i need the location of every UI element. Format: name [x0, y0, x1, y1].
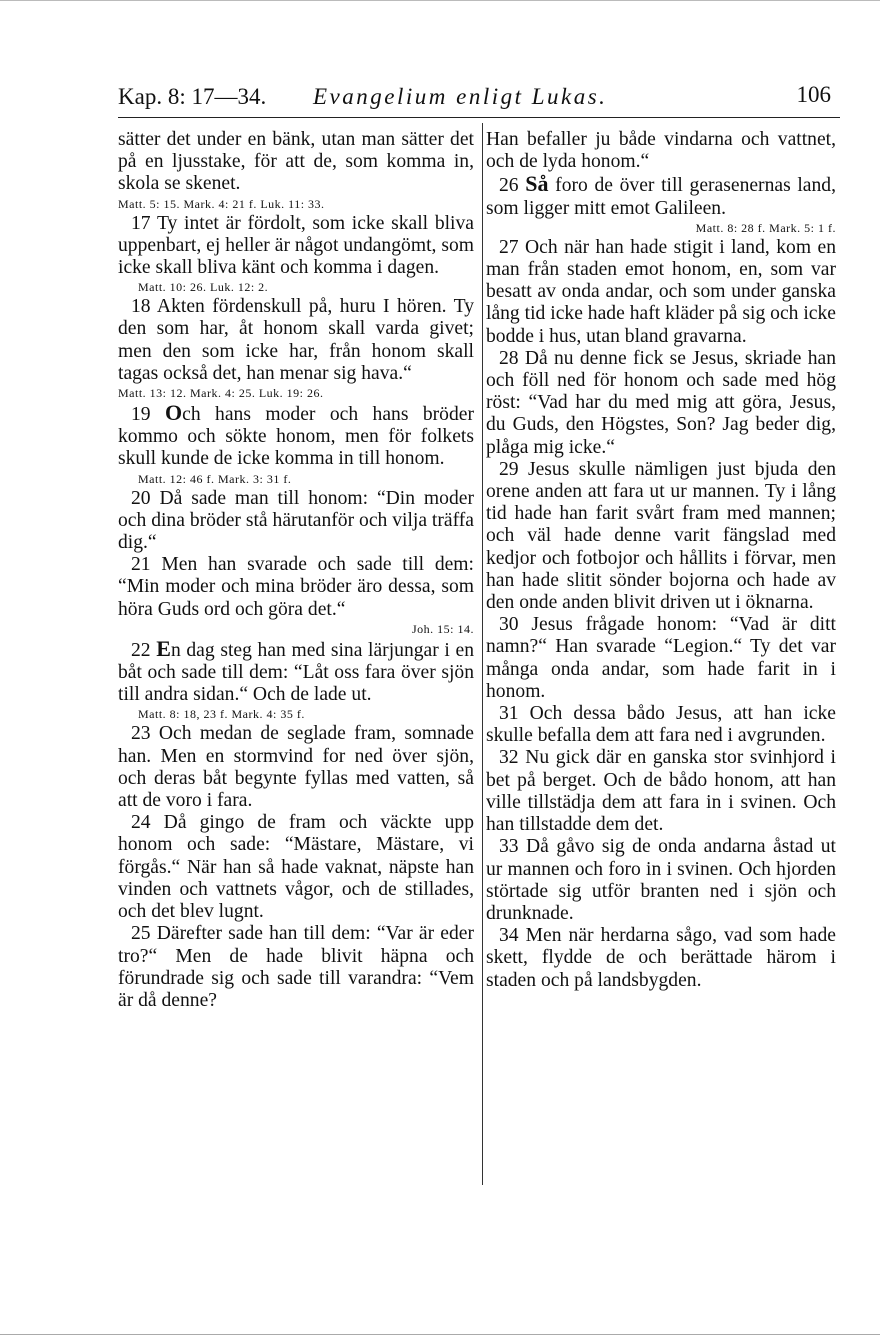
- verse-27: 27 Och när han hade stigit i land, kom en man från staden emot honom, en, som var besatt av onda andar, och som under ganska lång tid icke hade haft kläder på sig och icke bodde i hus, utan bland gravarna.: [486, 236, 836, 347]
- verse-22: [118, 635, 474, 707]
- column-divider: [482, 123, 483, 1185]
- verse-24: 24 Då gingo de fram och väckte upp honom och sade: “Mästare, Mästare, vi förgås.“ När han så hade vaknat, näpste han vinden och vattnets vågor, och de stillades, och det blev lugnt.: [118, 812, 474, 923]
- verse-19: [118, 402, 474, 471]
- verse-32: 32 Nu gick där en ganska stor svinhjord i bet på berget. Och de bådo honom, att han ville tillstädja dem att fara in i svinen. Och han tillstadde dem det.: [486, 747, 836, 836]
- verse-number: 19: [131, 404, 166, 426]
- continuation-paragraph: sätter det under en bänk, utan man sätter det på en ljusstake, för att de, som komma in, skola se skenet.: [118, 129, 474, 195]
- verse-17: 17 Ty intet är fördolt, som icke skall bliva uppenbart, ej heller är något undangömt, som icke skall bliva känt och komma i dagen.: [118, 212, 474, 279]
- section-initial: O: [165, 400, 183, 426]
- verse-20: 20 Då sade man till honom: “Din moder och dina bröder stå härutanför och vilja träffa dig.“: [118, 487, 474, 554]
- cross-reference: Joh. 15: 14.: [411, 621, 474, 636]
- header-rule: [118, 117, 840, 118]
- continuation-paragraph: Han befaller ju både vindarna och vattnet, och de lyda honom.“: [486, 129, 836, 173]
- verse-number: 22: [131, 639, 157, 661]
- verse-33: 33 Då gåvo sig de onda andarna åstad ut ur mannen och foro in i svinen. Och hjorden störtade sig utför branten ned i sjön och drunknade.: [486, 836, 836, 924]
- verse-31: 31 Och dessa bådo Jesus, att han icke skulle befalla dem att fara ned i avgrunden.: [486, 703, 836, 747]
- running-header: [118, 84, 835, 116]
- section-initial: Så: [525, 171, 549, 197]
- book-title: Evangelium enligt Lukas.: [313, 84, 608, 109]
- verse-number: 26: [499, 175, 526, 197]
- section-initial: E: [156, 635, 171, 661]
- cross-reference: Matt. 12: 46 f. Mark. 3: 31 f.: [138, 471, 292, 486]
- right-column: [486, 129, 836, 992]
- verse-text: ch hans moder och hans bröder kommo och sökte honom, men för folkets skull kunde de icke komma in till honom.: [118, 404, 474, 470]
- cross-reference: Matt. 5: 15. Mark. 4: 21 f. Luk. 11: 33.: [118, 196, 325, 211]
- verse-30: 30 Jesus frågade honom: “Vad är ditt namn?“ Han svarade “Legion.“ Ty det var många onda andar, som hade farit in i honom.: [486, 614, 836, 702]
- verse-25: 25 Därefter sade han till dem: “Var är eder tro?“ Men de hade blivit häpna och förundrade sig och sade till varandra: “Vem är då denne?: [118, 923, 474, 1011]
- verse-29: 29 Jesus skulle nämligen just bjuda den orene anden att fara ut ur mannen. Ty i lång tid hade han farit svårt fram med mannen; och väl hade denne varit fängslad med kedjor och fotbojor och hållits i förvar, men han hade slitit sönder bojorna och hade av den onde anden blivit driven ut i öknarna.: [486, 458, 836, 614]
- page-number: 106: [796, 82, 831, 107]
- verse-text: foro de över till gerasenernas land, som ligger mitt emot Galileen.: [486, 175, 836, 219]
- chapter-reference: Kap. 8: 17—34.: [118, 84, 267, 109]
- verse-34: 34 Men när herdarna sågo, vad som hade skett, flydde de och berättade härom i staden och på landsbygden.: [486, 925, 836, 991]
- page-bottom-edge: [0, 1334, 880, 1335]
- cross-reference: Matt. 8: 18, 23 f. Mark. 4: 35 f.: [138, 707, 305, 722]
- cross-reference: Matt. 10: 26. Luk. 12: 2.: [138, 280, 269, 295]
- verse-text: n dag steg han med sina lärjungar i en båt och sade till dem: “Låt oss fara över sjön till andra sidan.“ Och de lade ut.: [118, 639, 474, 706]
- verse-26: [486, 173, 836, 219]
- cross-reference: Matt. 13: 12. Mark. 4: 25. Luk. 19: 26.: [118, 386, 324, 401]
- verse-23: 23 Och medan de seglade fram, somnade han. Men en stormvind for ned över sjön, och deras båt begynte fyllas med vatten, så att de voro i fara.: [118, 723, 474, 812]
- cross-reference: Matt. 8: 28 f. Mark. 5: 1 f.: [695, 220, 836, 235]
- verse-28: 28 Då nu denne fick se Jesus, skriade han och föll ned för honom och sade med hög röst: “Vad har du med mig att göra, Jesus, du Guds, den Högstes, Son? Jag beder dig, plåga mig icke.“: [486, 347, 836, 458]
- verse-21: 21 Men han svarade och sade till dem: “Min moder och mina bröder äro dessa, som höra Guds ord och göra det.“: [118, 554, 474, 620]
- verse-18: 18 Akten fördenskull på, huru I hören. Ty den som har, åt honom skall varda givet; men den som icke har, från honom skall tagas också det, han menar sig hava.“: [118, 296, 474, 384]
- left-column: [118, 129, 474, 1012]
- page-top-edge: [0, 0, 880, 1]
